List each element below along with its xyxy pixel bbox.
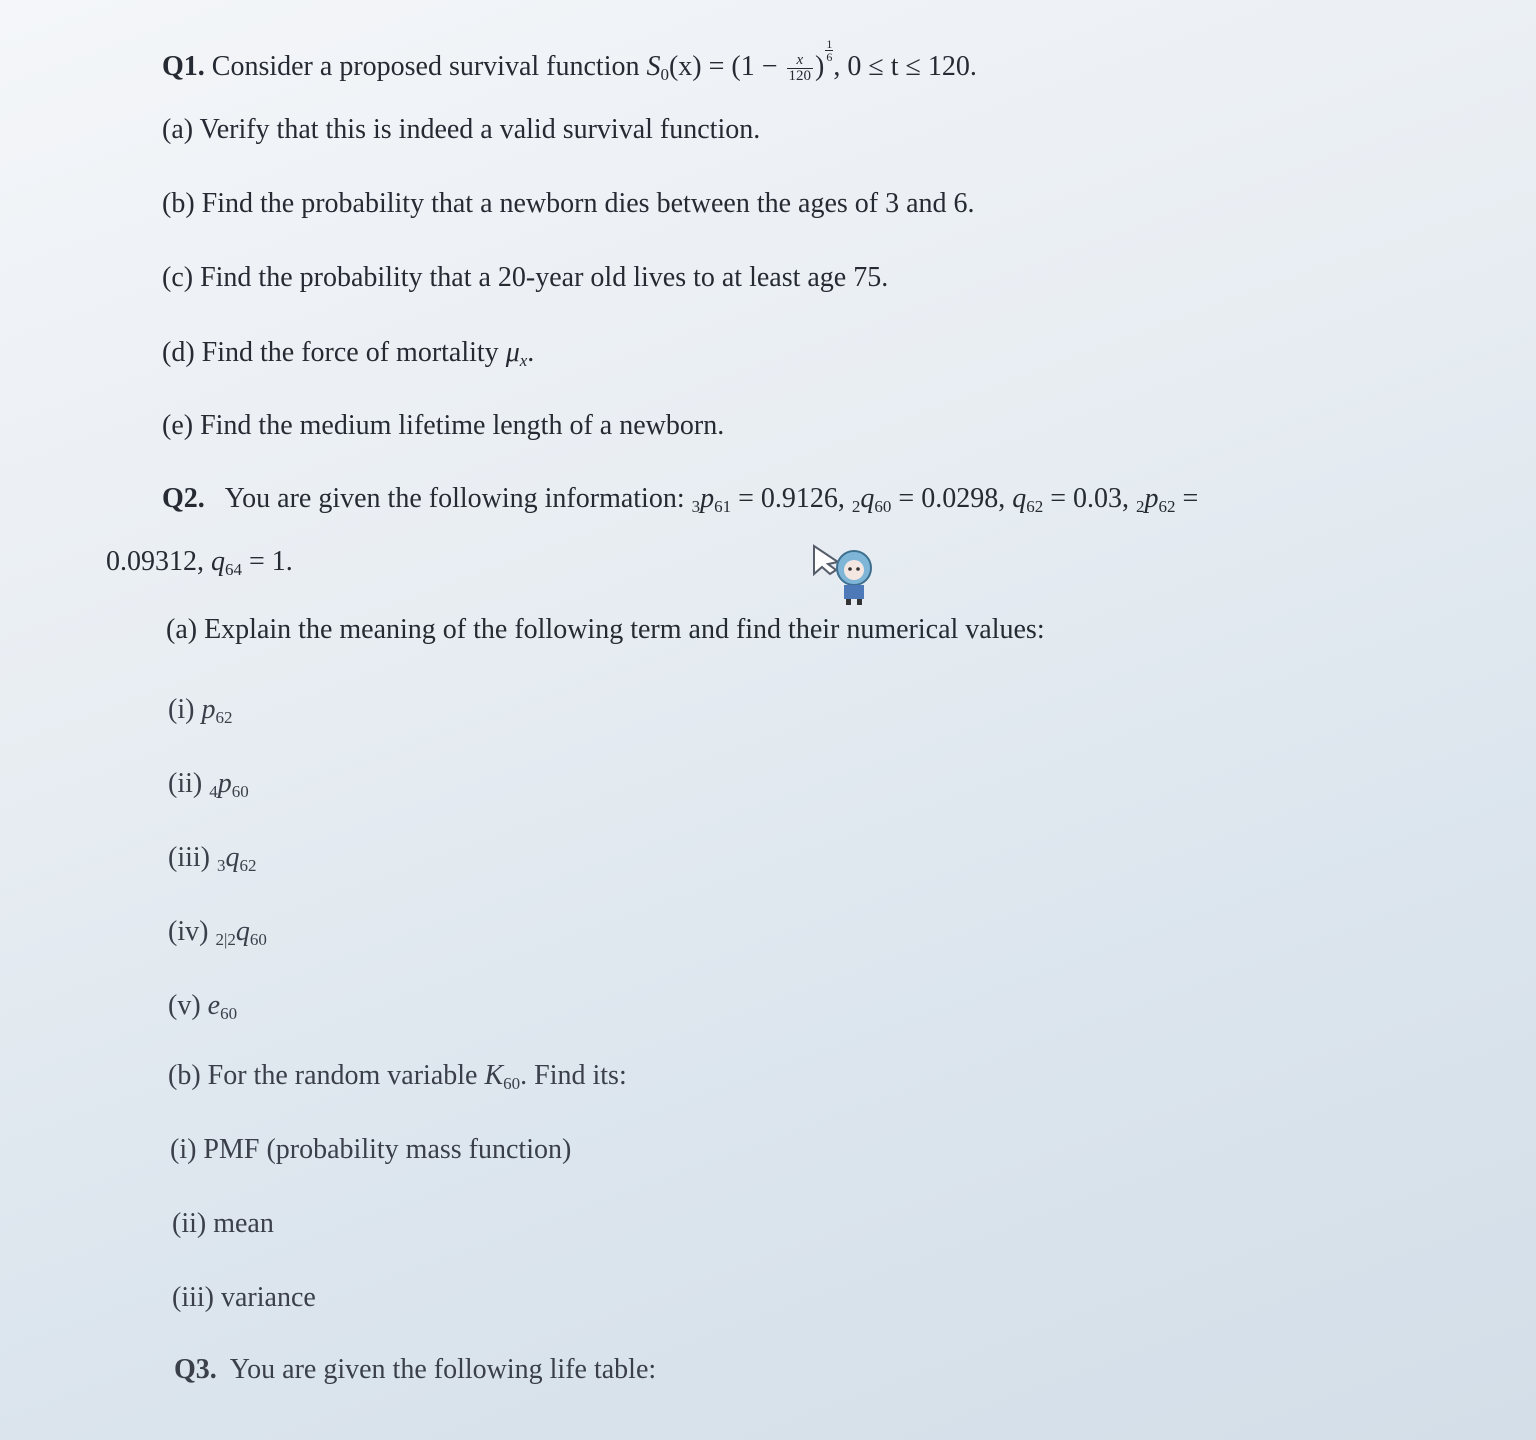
q2-a-iii-pre: 3	[217, 856, 226, 875]
q2-g2-val: = 0.0298,	[891, 483, 1013, 514]
q1-part-c: (c) Find the probability that a 20-year old lives to at least age 75.	[162, 262, 889, 293]
q2-statement-cont	[106, 546, 293, 580]
q2-a-i	[168, 694, 232, 728]
q2-g1-pre: 3	[691, 497, 701, 516]
q2-part-b	[168, 1060, 627, 1094]
q2-b-i: (i) PMF (probability mass function)	[170, 1134, 572, 1165]
q2-g4-val: 0.09312,	[106, 546, 211, 577]
q1-d-mu: μ	[505, 337, 520, 368]
q1-part-b: (b) Find the probability that a newborn dies between the ages of 3 and 6.	[162, 188, 975, 219]
q2-g2-sym: q	[860, 483, 875, 514]
q2-a-i-sym: p	[201, 694, 216, 725]
q2-a-iii-label: (iii)	[168, 842, 217, 873]
q3-statement	[174, 1354, 656, 1386]
q1-s-sub: 0	[660, 65, 669, 84]
q2-g4-sub: 62	[1158, 497, 1176, 516]
q1-d-sub: x	[519, 351, 528, 370]
q2-g2-pre: 2	[851, 497, 861, 516]
q1-s-func: S	[646, 51, 661, 82]
q2-a-v-sub: 60	[220, 1004, 238, 1023]
q2-a-iii	[168, 842, 257, 876]
q2-g5-sym: q	[211, 546, 225, 577]
q2-b-iii: (iii) variance	[172, 1282, 316, 1313]
q2-a-ii-label: (ii)	[168, 768, 210, 799]
q2-a-ii	[168, 768, 249, 802]
q2-a-iv-pre: 2|2	[215, 930, 236, 949]
q2-a-v	[168, 990, 237, 1024]
q2-g1-val: = 0.9126,	[731, 483, 852, 514]
q2-a-ii-pre: 4	[209, 782, 218, 801]
q2-g4-sym: p	[1144, 483, 1159, 514]
q2-a-iv-label: (iv)	[168, 916, 216, 947]
q2-g3-val: = 0.03,	[1043, 483, 1137, 514]
q2-g5-sub: 64	[225, 560, 242, 579]
q2-part-a: (a) Explain the meaning of the following term and find their numerical values:	[166, 614, 1045, 645]
q2-a-i-sub: 62	[215, 708, 233, 727]
q2-a-v-label: (v)	[168, 990, 208, 1021]
q2-statement	[162, 483, 1198, 517]
q1-part-e: (e) Find the medium lifetime length of a newborn.	[162, 410, 725, 441]
q1-close: )	[815, 51, 825, 82]
q1-statement	[162, 38, 977, 85]
q2-g3-sym: q	[1012, 483, 1027, 514]
q2-b-text: (b) For the random variable	[168, 1060, 485, 1091]
q1-part-d	[162, 337, 534, 371]
q2-a-iii-sym: q	[225, 842, 240, 873]
q2-b-ii: (ii) mean	[172, 1208, 274, 1239]
q2-a-i-label: (i)	[168, 694, 202, 725]
q1-exp-den: 6	[826, 50, 833, 64]
q2-g1-sym: p	[700, 483, 715, 514]
q1-range: , 0 ≤ t ≤ 120.	[833, 51, 977, 82]
q2-g3-sub: 62	[1026, 497, 1044, 516]
q2-a-ii-sub: 60	[231, 782, 249, 801]
q2-a-iii-sub: 62	[239, 856, 257, 875]
q2-a-v-sym: e	[207, 990, 221, 1021]
q1-intro: Consider a proposed survival function	[211, 51, 647, 82]
q2-b-sub: 60	[503, 1074, 521, 1093]
q2-a-iv-sub: 60	[249, 930, 267, 949]
q2-g5-val: = 1.	[242, 546, 293, 577]
q1-part-a: (a) Verify that this is indeed a valid survival function.	[162, 114, 761, 145]
q2-a-iv	[168, 916, 267, 950]
q1-s-arg: (x) = (1 −	[668, 51, 778, 82]
q2-a-iv-sym: q	[235, 916, 250, 947]
q2-a-ii-sym: p	[217, 768, 232, 799]
q1-frac-den: 120	[788, 68, 812, 85]
q2-b-end: . Find its:	[520, 1060, 627, 1091]
q3-text: You are given the following life table:	[229, 1354, 657, 1385]
q1-fraction	[787, 53, 814, 84]
q2-g4-pre: 2	[1136, 497, 1145, 516]
q1-exp-num: 1	[826, 37, 833, 51]
mouse-cursor-icon	[810, 540, 880, 610]
q1-d-text: (d) Find the force of mortality	[162, 337, 506, 368]
q3-label: Q3.	[174, 1354, 217, 1385]
q2-b-sym: K	[484, 1060, 504, 1091]
q2-g1-sub: 61	[714, 497, 732, 516]
q1-frac-num: x	[796, 52, 804, 69]
q2-intro: You are given the following information:	[224, 483, 692, 514]
q1-label: Q1.	[162, 51, 205, 82]
q2-label: Q2.	[162, 483, 205, 514]
q1-d-end: .	[527, 337, 535, 368]
q2-g2-sub: 60	[874, 497, 892, 516]
q2-g4-eq: =	[1175, 483, 1199, 514]
